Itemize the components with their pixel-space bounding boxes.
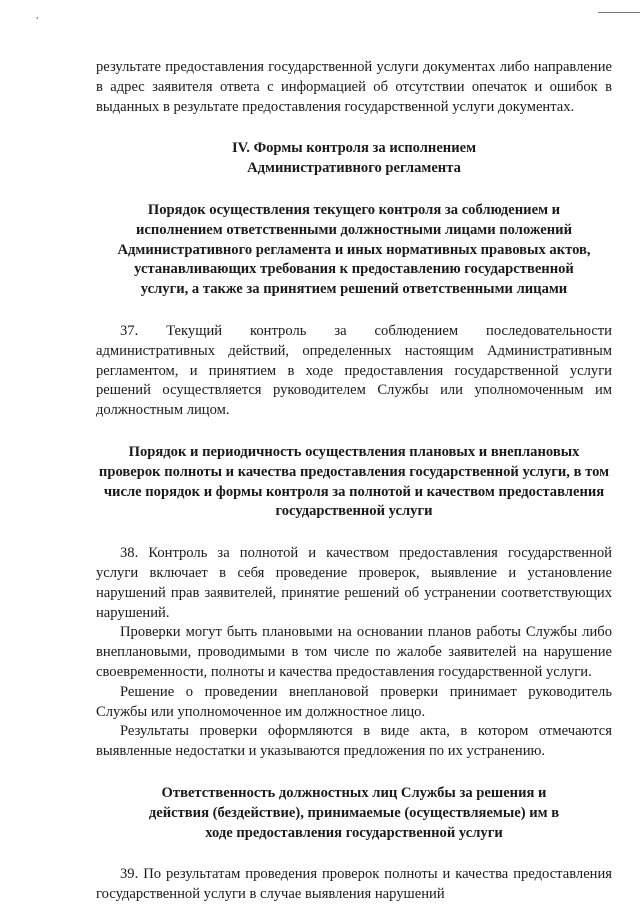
corner-mark: , [36,10,39,21]
subheading-current-control: Порядок осуществления текущего контроля за соблюдением и исполнением ответственными должностными лицами положений Административного регламента и иных нормативных правовых актов, устанавливающих требования к предоставлению государственной услуги, а также за принятием решений ответственными лицами [117,201,591,298]
subheading-inspections: Порядок и периодичность осуществления плановых и внеплановых проверок полноты и качества предоставления государственной услуги, в том числе порядок и формы контроля за полнотой и качеством предоставления государственной услуги [98,443,610,520]
paragraph-38-inspections: Проверки могут быть плановыми на основании планов работы Службы либо внеплановыми, проводимыми в том числе по жалобе заявителей на нарушение своевременности, полноты и качества предоставления государственной услуги. [96,624,612,680]
subheading-responsibility: Ответственность должностных лиц Службы за решения и действия (бездействие), принимаемые (осуществляемые) им в ходе предоставления государственной услуги [148,784,560,841]
paragraph-38-results: Результаты проверки оформляются в виде акта, в котором отмечаются выявленные недостатки и указываются предложения по их устранению. [96,723,612,760]
paragraph-38: 38. Контроль за полнотой и качеством предоставления государственной услуги включает в себя проведение проверок, выявление и установление нарушений прав заявителей, принятие решений об устранении соответствующих нарушений. [96,545,612,621]
scan-edge-line [598,12,640,13]
paragraph-continuation: результате предоставления государственной услуги документах либо направление в адрес заявителя ответа с информацией об отсутствии опечаток и ошибок в выданных в результате предоставления государственной услуги документах. [96,59,612,115]
document-page [96,58,612,905]
paragraph-38-decision: Решение о проведении внеплановой проверки принимает руководитель Службы или уполномоченное им должностное лицо. [96,683,612,720]
paragraph-39: 39. По результатам проведения проверок полноты и качества предоставления государственной услуги в случае выявления нарушений [96,866,612,903]
section-heading-iv: IV. Формы контроля за исполнением Административного регламента [231,140,477,177]
paragraph-37: 37. Текущий контроль за соблюдением последовательности административных действий, определенных настоящим Административным регламентом, и принятием в ходе предоставления государственной услуги решений осуществляется руководителем Службы или уполномоченным им должностным лицом. [96,322,612,419]
